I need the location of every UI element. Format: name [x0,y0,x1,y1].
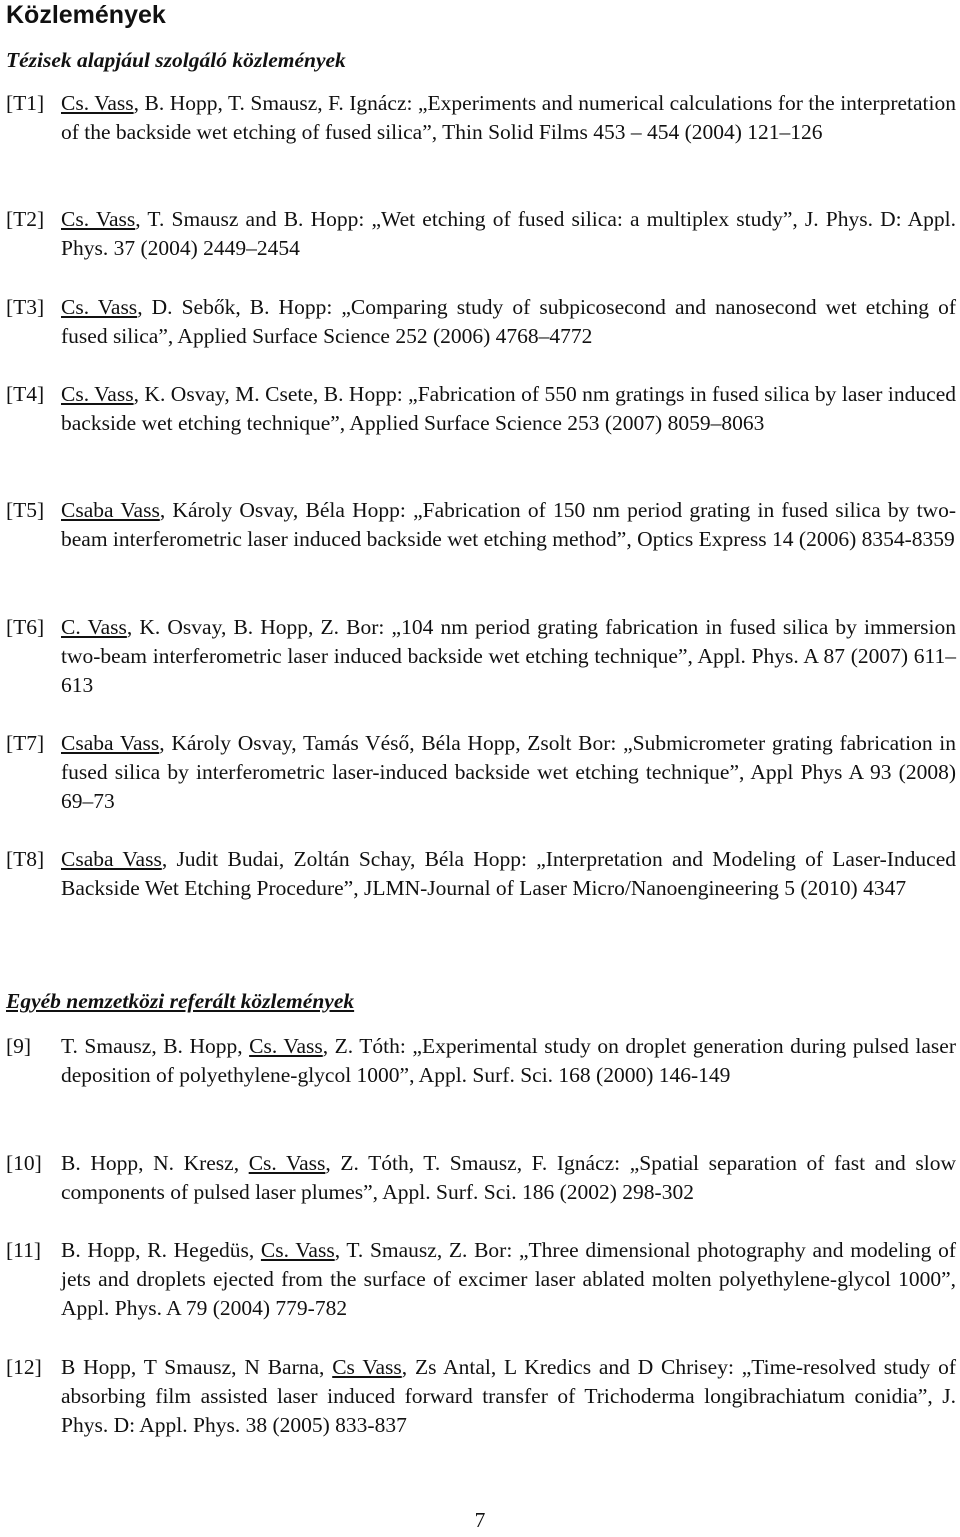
reference-text [61,89,956,147]
reference-body: , Zs Antal, L Kredics and D Chrisey: „Time-resolved study of absorbing film assisted laser induced forward transfer of Trichoderma longibrachiatum conidia”, J. Phys. D: Appl. Phys. 38 (2005) 833-837 [61,1355,957,1437]
reference-text [61,613,956,700]
reference-item [6,729,956,816]
reference-label: [T1] [6,91,45,115]
reference-body: , T. Smausz and B. Hopp: „Wet etching of fused silica: a multiplex study”, J. Phys. D: Appl. Phys. 37 (2004) 2449–2454 [61,207,956,260]
reference-body: , Z. Tóth: „Experimental study on droplet generation during pulsed laser deposition of polyethylene-glycol 1000”, Appl. Surf. Sci. 168 (2000) 146-149 [61,1034,956,1087]
reference-label: [T3] [6,295,45,319]
reference-text [61,729,956,816]
reference-author-highlight: Cs. Vass [61,91,134,115]
reference-label: [T6] [6,615,45,639]
reference-label: [10] [6,1151,42,1175]
reference-author-highlight: Cs. Vass [61,295,138,319]
reference-text [61,1149,956,1207]
reference-author-highlight: Csaba Vass [61,498,160,522]
reference-label: [T7] [6,731,45,755]
reference-body: , Károly Osvay, Tamás Véső, Béla Hopp, Zsolt Bor: „Submicrometer grating fabrication in fused silica by interferometric laser-induced backside wet etching technique”, Appl Phys A 93 (2008) 69–73 [61,731,957,813]
reference-body: , K. Osvay, B. Hopp, Z. Bor: „104 nm period grating fabrication in fused silica by immersion two-beam interferometric laser induced backside wet etching technique”, Appl. Phys. A 87 (2007) 611–613 [61,615,956,697]
reference-body: , T. Smausz, Z. Bor: „Three dimensional photography and modeling of jets and droplets ejected from the surface of excimer laser ablated molten polyethylene-glycol 1000”, Appl. Phys. A 79 (2004) 779-782 [61,1238,956,1320]
reference-author-highlight: Cs. Vass [248,1151,326,1175]
reference-author-highlight: Cs. Vass [61,382,134,406]
reference-body: , K. Osvay, M. Csete, B. Hopp: „Fabrication of 550 nm gratings in fused silica by laser induced backside wet etching technique”, Applied Surface Science 253 (2007) 8059–8063 [61,382,956,435]
reference-label: [T4] [6,382,45,406]
reference-text [61,205,956,263]
reference-item [6,205,956,263]
reference-label: [12] [6,1355,42,1379]
page-number: 7 [474,1508,486,1532]
reference-text [61,845,956,903]
reference-label: [T5] [6,498,45,522]
reference-label: [T8] [6,847,45,871]
reference-authors: B. Hopp, R. Hegedüs, [61,1238,261,1262]
reference-text [61,1032,956,1090]
reference-authors: T. Smausz, B. Hopp, [61,1034,250,1058]
reference-body: , Z. Tóth, T. Smausz, F. Ignácz: „Spatial separation of fast and slow components of pulsed laser plumes”, Appl. Surf. Sci. 186 (2002) 298-302 [61,1151,956,1204]
reference-body: , Károly Osvay, Béla Hopp: „Fabrication of 150 nm period grating in fused silica by two-beam interferometric laser induced backside wet etching method”, Optics Express 14 (2006) 8354-8359 [61,498,956,551]
reference-item [6,1353,956,1440]
reference-item [6,89,956,147]
reference-text [61,1236,956,1323]
reference-item [6,845,956,903]
reference-author-highlight: Cs Vass [332,1355,402,1379]
reference-label: [T2] [6,207,45,231]
reference-author-highlight: Cs. Vass [61,207,136,231]
reference-item [6,1149,956,1207]
page-title: Közlemények [6,1,166,29]
reference-body: , D. Sebők, B. Hopp: „Comparing study of subpicosecond and nanosecond wet etching of fused silica”, Applied Surface Science 252 (2006) 4768–4772 [61,295,956,348]
reference-text [61,380,956,438]
reference-label: [11] [6,1238,42,1262]
reference-item [6,1032,956,1090]
reference-author-highlight: Cs. Vass [260,1238,335,1262]
section-title-thesis-publications: Tézisek alapjául szolgáló közlemények [6,48,346,72]
reference-body: , B. Hopp, T. Smausz, F. Ignácz: „Experiments and numerical calculations for the interpretation of the backside wet etching of fused silica”, Thin Solid Films 453 – 454 (2004) 121–126 [61,91,957,144]
reference-label: [9] [6,1034,32,1058]
reference-text [61,496,956,554]
reference-body: , Judit Budai, Zoltán Schay, Béla Hopp: „Interpretation and Modeling of Laser-Induced Backside Wet Etching Procedure”, JLMN-Journal of Laser Micro/Nanoengineering 5 (2010) 4347 [61,847,956,900]
reference-author-highlight: Cs. Vass [249,1034,323,1058]
reference-item [6,293,956,351]
reference-author-highlight: C. Vass [61,615,127,639]
reference-author-highlight: Csaba Vass [61,847,162,871]
reference-item [6,496,956,554]
reference-authors: B. Hopp, N. Kresz, [61,1151,249,1175]
reference-text [61,1353,956,1440]
section-title-other-publications: Egyéb nemzetközi referált közlemények [6,989,355,1013]
reference-author-highlight: Csaba Vass [61,731,160,755]
reference-text [61,293,956,351]
reference-authors: B Hopp, T Smausz, N Barna, [61,1355,333,1379]
reference-item [6,380,956,438]
reference-item [6,613,956,700]
reference-item [6,1236,956,1323]
